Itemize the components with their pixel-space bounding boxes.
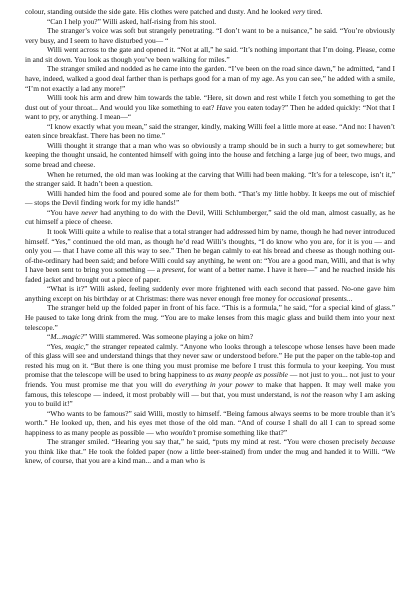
paragraph-text: When he returned, the old man was looking at the carving that Willi had been making. “It’s for a telescope, isn’t it,” the stranger said. It hadn’t been a question. [25,169,395,189]
paragraph-text: “You have [47,207,82,217]
body-paragraph [25,437,395,466]
paragraph-text: Willi took his arm and drew him towards the table. “Here, sit down and rest while I fetch you something to get the dust out of your throat... And would you like something to eat? [25,93,395,112]
body-paragraph [25,284,395,303]
paragraph-text: promise something like that?” [195,427,288,437]
italic-text: M...magic? [50,332,84,342]
body-paragraph [25,189,395,208]
body-paragraph [25,93,395,122]
paragraph-text: “What is it?” Willi asked, feeling suddenly ever more frightened with each second that passed. No-one gave him anything except on his birthday or at Christmas: there was never enough free money for [25,284,395,303]
italic-text: not [300,389,311,399]
body-paragraph [25,227,395,284]
body-paragraph [25,7,395,17]
paragraph-text: Willi thought it strange that a man who was so obviously a tramp should be in such a hurry to get somewhere; but keeping the thought unsaid, he contented himself with going into the house and fetching a large jug of beer, two mugs, and some bread and cheese. [25,140,395,169]
paragraph-text: you think like that.” He took the folded paper (now a little beer-stained) from under the mug and handed it to Willi. “We knew, of course, that you are a kind man... and a man who is [25,446,395,466]
paragraph-text: “ [47,332,51,342]
paragraph-text: The stranger smiled and nodded as he came into the garden. “I’ve been on the road since dawn,” he admitted, “and I have, indeed, walked a good deal farther than is perhaps good for a man of my age. As you can see,” he added with a smile, “I’m not exactly a lad any more!” [25,64,395,93]
italic-text: as many people as possible [206,370,288,380]
paragraph-text: colour, standing outside the side gate. His clothes were patched and dusty. And he looked [25,7,293,16]
body-paragraph [25,64,395,93]
body-paragraph [25,45,395,64]
italic-text: occasional [288,293,321,303]
italic-text: everything in your power [175,379,254,389]
body-paragraph [25,170,395,189]
italic-text: magic, [65,341,86,351]
paragraph-text: The stranger’s voice was soft but strangely penetrating. “I don’t want to be a nuisance,” he said. “You’re obviously very busy, and I seem to have disturbed you— “ [25,26,395,45]
paragraph-text: presents... [320,293,353,303]
paragraph-text: for want of a better name. I have it here—” and he reached inside his faded jacket and brought out a piece of paper. [25,265,396,284]
body-paragraph [25,141,395,170]
paragraph-text: The stranger held up the folded paper in front of his face. “This is a formula,” he said, “for a special kind of glass.” He paused to take long drink from the mug. “You are to make lenses from this magic glass and build them into your next telescope.” [25,303,395,332]
body-paragraph [25,17,395,27]
paragraph-text: you eaten today?” Then he added quickly: “Not that I want to pry, or anything. I mean—“ [25,102,395,122]
paragraph-text: Willi went across to the gate and opened it. “Not at all,” he said. “It’s nothing important that I’m doing. Please, come in and sit down. You look as though you’ve been walking for miles.” [25,45,395,64]
italic-text: never [81,207,98,217]
italic-text: because [371,437,395,447]
italic-text: very [292,7,306,16]
paragraph-text: It took Willi quite a while to realise that a total stranger had addressed him by name, though he had never introduced himself. “Yes,” continued the old man, as though he’d read Willi’s thoughts, “I do know who you are, for it is you — and only you — that I have come all this way to see.” Then he began calmly to eat his bread and cheese as though nothing out-of-the-ordinary had been said; and before Willi could say anything, he went on: “You are a good man, Willi, and that is why I have been sent to bring you something — a [25,226,395,275]
paragraph-text: “Yes, [47,341,66,351]
paragraph-text: ” Willi stammered. Was someone playing a joke on him? [83,332,254,342]
paragraph-text: Willi handed him the food and poured some ale for them both. “That’s my little hobby. It keeps me out of mischief — stops the Devil finding work for my idle hands!” [25,188,395,208]
paragraph-text: the reason why I am asking you to build it!” [25,389,395,409]
italic-text: Have [216,102,233,112]
body-paragraph [25,409,395,438]
paragraph-text: — not just to you... not just to your friends. You must promise me that you will do [25,370,395,389]
paragraph-text: to make that happen. It may well make you famous, this telescope — indeed, it most probably will — but that, you must understand, is [25,379,395,399]
paragraph-text: ” the stranger repeated calmly. “Anyone who looks through a telescope whose lenses have been made of this glass will see and understand things that they never saw or understood before.” He put the paper on the table-top and rested his mug on it. “But there is one thing you must promise me before I trust this formula to your keeping. You must promise that the telescope will be used to bring happiness to [25,341,396,380]
paragraph-text: “Who wants to be famous?” said Willi, mostly to himself. “Being famous always seems to be more trouble than it’s worth.” He looked up, then, and his eyes met those of the old man. “And of course I shall do all I can to spread some happiness to as many people as possible — who [25,408,395,437]
body-paragraph [25,122,395,141]
body-paragraph [25,303,395,332]
paragraph-text: The stranger smiled. “Hearing you say that,” he said, “puts my mind at rest. “You were chosen precisely [47,437,372,447]
body-paragraph [25,342,395,409]
body-paragraph [25,332,395,342]
italic-text: wouldn’t [170,427,196,437]
paragraph-text: “I know exactly what you mean,” said the stranger, kindly, making Willi feel a little more at ease. “And no: I haven’t eaten since breakfast. There has been no time.” [25,121,395,141]
paragraph-text: had anything to do with the Devil, Willi Schlumberger,” said the old man, almost casually, as he cut himself a piece of cheese. [25,207,396,227]
paragraph-text: “Can I help you?” Willi asked, half-rising from his stool. [47,16,217,26]
body-paragraph [25,208,395,227]
paragraph-text: tired. [305,7,323,16]
italic-text: present, [162,265,186,275]
body-paragraph [25,26,395,45]
